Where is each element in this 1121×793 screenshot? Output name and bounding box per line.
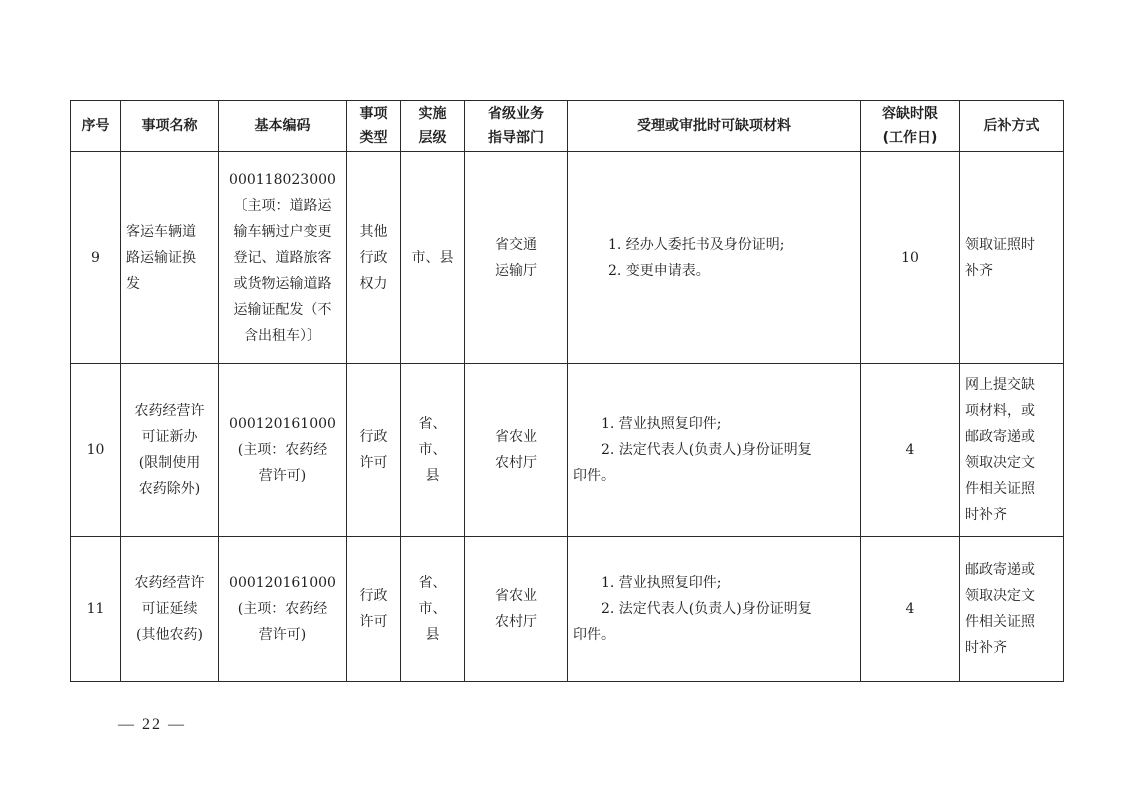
cell-line: 县 <box>425 627 440 643</box>
cell-method <box>960 364 1064 537</box>
cell-line: 农药经营许 <box>134 403 205 419</box>
cell-line: 补齐 <box>965 262 993 279</box>
cell-line: 邮政寄递或 <box>965 429 1035 445</box>
cell-name <box>121 364 219 537</box>
cell-line: 时补齐 <box>965 507 1007 523</box>
cell-line: 农药经营许 <box>134 575 205 591</box>
header-materials: 受理或审批时可缺项材料 <box>568 101 861 152</box>
cell-level <box>401 537 465 682</box>
header-days <box>861 101 960 152</box>
material-item: 2. 法定代表人(负责人)身份证明复 <box>601 601 812 617</box>
page-number: — 22 — <box>118 716 186 733</box>
cell-line: 行政 <box>359 429 388 445</box>
cell-line: 件相关证照 <box>965 481 1035 497</box>
cell-line: (限制使用 <box>138 455 201 471</box>
cell-line: 可证新办 <box>141 429 198 445</box>
cell-no: 10 <box>71 364 121 537</box>
header-dept-line: 省级业务 <box>488 106 544 122</box>
cell-code <box>219 152 347 364</box>
cell-line: 行政 <box>359 588 388 604</box>
cell-no: 11 <box>71 537 121 682</box>
cell-method <box>960 537 1064 682</box>
cell-line: 含出租车）〕 <box>244 327 321 344</box>
cell-line: 邮政寄递或 <box>965 562 1035 578</box>
header-days-line: 容缺时限 <box>882 106 938 122</box>
cell-level <box>401 364 465 537</box>
cell-dept <box>465 364 568 537</box>
cell-line: 省农业 <box>495 588 537 604</box>
cell-line: 或货物运输道路 <box>233 275 332 292</box>
cell-line: 许可 <box>359 455 388 471</box>
header-no: 序号 <box>71 101 121 152</box>
cell-materials <box>568 537 861 682</box>
cell-line: 项材料，或 <box>965 403 1035 419</box>
cell-line: 时补齐 <box>965 640 1007 656</box>
table-row <box>71 537 1064 682</box>
cell-line: 可证延续 <box>141 601 198 617</box>
cell-line: 省、市、 <box>418 575 447 617</box>
cell-line: 领取决定文 <box>965 455 1035 471</box>
cell-line: 发 <box>126 275 140 292</box>
cell-type <box>347 152 401 364</box>
cell-line: 营许可) <box>258 627 307 643</box>
cell-code <box>219 364 347 537</box>
cell-name <box>121 537 219 682</box>
material-item: 印件。 <box>573 468 615 484</box>
cell-line: 000118023000 <box>229 171 336 188</box>
material-item: 1. 营业执照复印件; <box>601 575 722 591</box>
cell-line: 省交通 <box>495 236 537 253</box>
cell-days: 10 <box>861 152 960 364</box>
cell-line: 〔主项：道路运 <box>233 197 332 214</box>
cell-no: 9 <box>71 152 121 364</box>
table-row <box>71 364 1064 537</box>
header-level <box>401 101 465 152</box>
cell-dept <box>465 152 568 364</box>
material-item: 印件。 <box>573 627 615 643</box>
cell-materials <box>568 364 861 537</box>
header-type <box>347 101 401 152</box>
cell-dept <box>465 537 568 682</box>
header-name: 事项名称 <box>121 101 219 152</box>
cell-line: 登记、道路旅客 <box>233 249 332 266</box>
cell-line: 000120161000 <box>229 575 336 591</box>
header-type-line: 事项 <box>359 106 388 122</box>
cell-line: 省农业 <box>495 429 537 445</box>
header-dept-line: 指导部门 <box>488 130 544 146</box>
header-method: 后补方式 <box>960 101 1064 152</box>
header-level-line: 实施 <box>418 106 447 122</box>
cell-line: (其他农药) <box>136 627 203 643</box>
cell-line: 省、市、 <box>418 416 447 458</box>
cell-line: 运输厅 <box>495 262 537 279</box>
cell-days: 4 <box>861 537 960 682</box>
cell-line: 运输证配发（不 <box>233 301 332 318</box>
cell-line: 农村厅 <box>495 614 537 630</box>
cell-line: 领取决定文 <box>965 588 1035 604</box>
matters-table <box>70 100 1064 682</box>
material-item: 1. 营业执照复印件; <box>601 416 722 432</box>
cell-line: 行政 <box>359 249 388 266</box>
cell-line: 其他 <box>359 223 388 240</box>
header-level-line: 层级 <box>418 130 447 146</box>
cell-name <box>121 152 219 364</box>
cell-line: 件相关证照 <box>965 614 1035 630</box>
cell-line: 营许可) <box>258 468 307 484</box>
header-code: 基本编码 <box>219 101 347 152</box>
cell-materials <box>568 152 861 364</box>
cell-line: 领取证照时 <box>965 236 1035 253</box>
cell-line: (主项：农药经 <box>237 601 328 617</box>
cell-level <box>401 152 465 364</box>
cell-code <box>219 537 347 682</box>
cell-line: 市、县 <box>411 249 454 266</box>
cell-line: 输车辆过户变更 <box>233 223 332 240</box>
cell-line: 县 <box>425 468 440 484</box>
cell-line: 客运车辆道 <box>126 223 196 240</box>
material-item: 2. 变更申请表。 <box>608 262 710 279</box>
cell-line: 路运输证换 <box>126 249 196 266</box>
material-item: 2. 法定代表人(负责人)身份证明复 <box>601 442 812 458</box>
cell-type <box>347 364 401 537</box>
cell-line: 网上提交缺 <box>965 377 1035 393</box>
cell-line: 农村厅 <box>495 455 537 471</box>
table-row <box>71 152 1064 364</box>
cell-line: 000120161000 <box>229 416 336 432</box>
cell-days: 4 <box>861 364 960 537</box>
cell-line: 许可 <box>359 614 388 630</box>
header-dept <box>465 101 568 152</box>
header-type-line: 类型 <box>359 130 388 146</box>
header-row <box>71 101 1064 152</box>
cell-line: (主项：农药经 <box>237 442 328 458</box>
cell-line: 权力 <box>359 275 388 292</box>
cell-method <box>960 152 1064 364</box>
header-days-line: (工作日) <box>882 130 938 146</box>
cell-type <box>347 537 401 682</box>
cell-line: 农药除外) <box>138 481 201 497</box>
material-item: 1. 经办人委托书及身份证明; <box>608 236 785 253</box>
